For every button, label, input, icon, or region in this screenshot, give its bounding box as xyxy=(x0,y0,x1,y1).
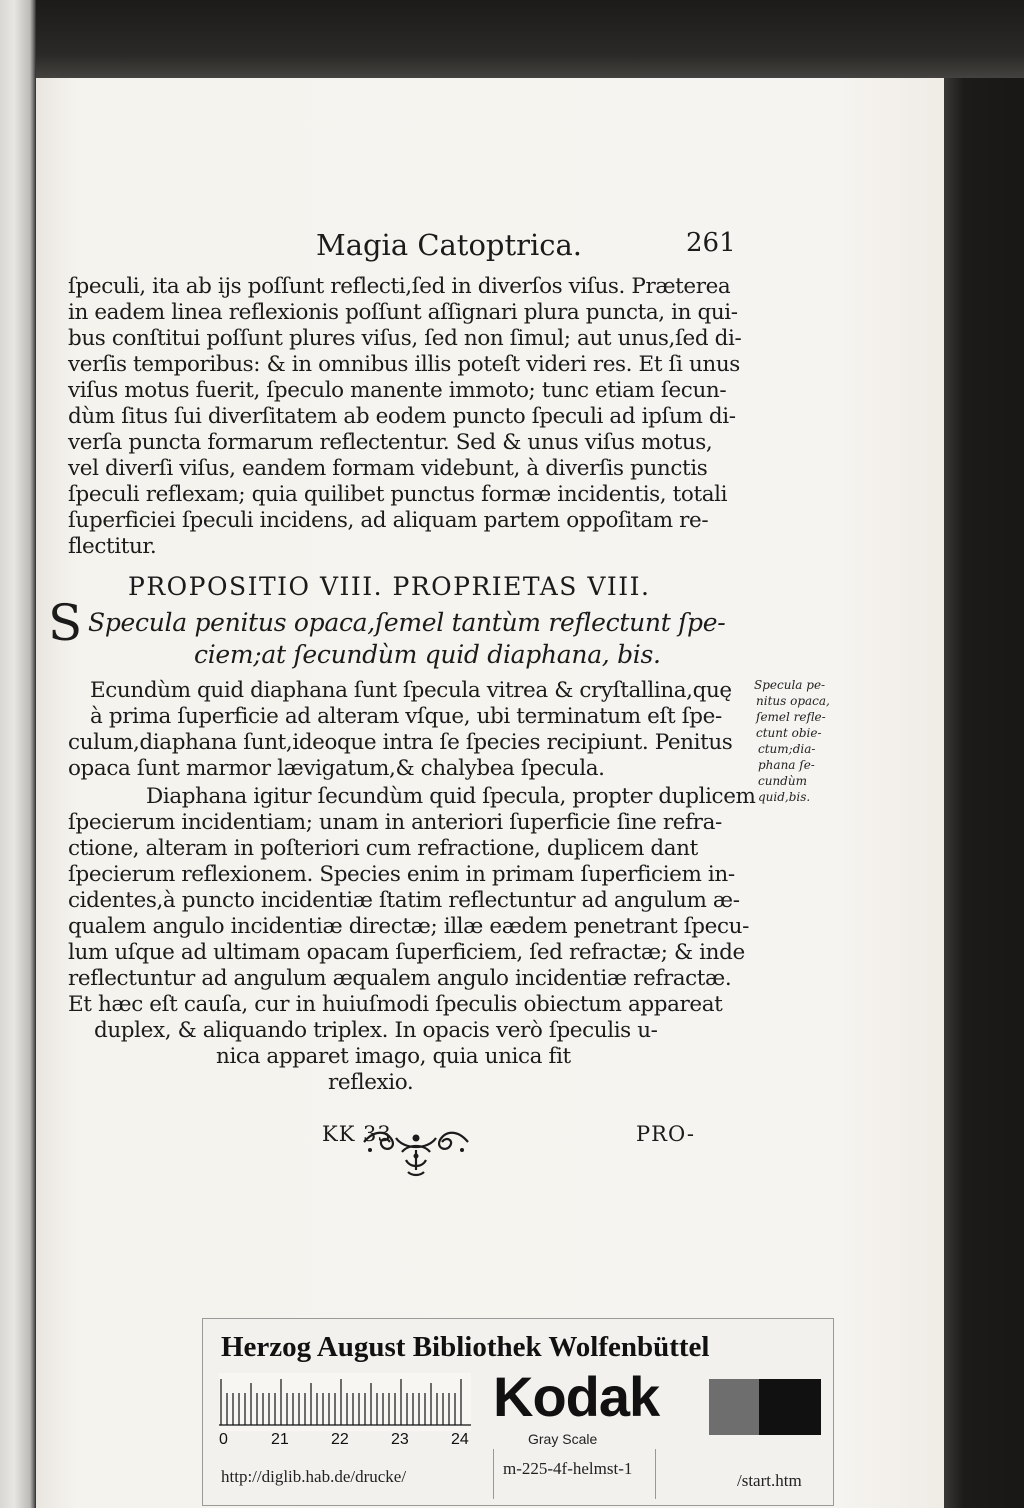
text-line: duplex, & aliquando triplex. In opacis verò ſpeculis u- xyxy=(94,1018,658,1043)
text-line: in eadem linea reflexionis poſſunt aſſignari plura puncta, in qui- xyxy=(68,300,738,325)
divider xyxy=(655,1449,656,1499)
text-line: reflectuntur ad angulum æqualem angulo incidentiæ refractæ. xyxy=(68,966,732,991)
text-line: reflexio. xyxy=(328,1070,414,1095)
text-line: cidentes,à puncto incidentiæ ſtatim reflectuntur ad angulum æ- xyxy=(68,888,740,913)
margin-note-line: quid,bis. xyxy=(758,790,811,804)
gray-scale-label: Gray Scale xyxy=(528,1431,598,1447)
margin-note-line: ſemel refle- xyxy=(756,710,826,724)
scan-right-margin xyxy=(944,78,1024,1508)
text-line: flectitur. xyxy=(68,534,157,559)
text-line: nica apparet imago, quia unica fit xyxy=(216,1044,571,1069)
margin-note-line: Specula pe- xyxy=(754,678,826,692)
ruler-scale xyxy=(219,1373,471,1431)
text-line: Et hæc eſt cauſa, cur in huiuſmodi ſpeculis obiectum appareat xyxy=(68,992,723,1017)
url-suffix: /start.htm xyxy=(737,1471,802,1490)
ruler-label: 22 xyxy=(331,1431,349,1448)
margin-note-line: ctunt obie- xyxy=(756,726,822,740)
text-line: vel diverſi viſus, eandem formam videbunt, à diverſis punctis xyxy=(68,456,708,481)
italic-statement-line: ciem;at ſecundùm quid diaphana, bis. xyxy=(194,640,661,669)
text-line: verſis temporibus: & in omnibus illis poteſt videri res. Et ſi unus xyxy=(68,352,740,377)
text-line: qualem angulo incidentiæ directæ; illæ eædem penetrant ſpecu- xyxy=(68,914,749,939)
scan-top-margin xyxy=(36,0,1024,78)
italic-statement-line: Specula penitus opaca,ſemel tantùm reflectunt ſpe- xyxy=(88,608,726,637)
black-swatch xyxy=(759,1379,821,1435)
text-line: viſus motus fuerit, ſpeculo manente immoto; tunc etiam ſecun- xyxy=(68,378,727,403)
ruler-label: 0 xyxy=(219,1431,228,1448)
gray-swatch xyxy=(709,1379,759,1435)
ruler-label: 24 xyxy=(451,1431,469,1448)
text-line: dùm ſitus ſui diverſitatem ab eodem puncto ſpeculi ad ipſum di- xyxy=(68,404,736,429)
proposition-heading: PROPOSITIO VIII. PROPRIETAS VIII. xyxy=(128,572,651,601)
url-base: http://diglib.hab.de/drucke/ xyxy=(221,1467,407,1486)
divider xyxy=(493,1449,494,1499)
running-head: Magia Catoptrica. xyxy=(316,228,583,262)
signature-mark: KK 33 xyxy=(322,1122,392,1146)
book-edge xyxy=(0,0,36,1508)
page-number: 261 xyxy=(686,228,736,258)
library-color-card xyxy=(202,1318,834,1506)
margin-note-line: phana ſe- xyxy=(758,758,815,772)
drop-cap: S xyxy=(48,594,83,652)
margin-note-line: cundùm xyxy=(758,774,807,788)
text-line: ſpeculi, ita ab ijs poſſunt reflecti,ſed in diverſos viſus. Præterea xyxy=(68,274,731,299)
text-line: ſpecierum incidentiam; unam in anteriori ſuperficie ſine refra- xyxy=(68,810,722,835)
item-identifier: m-225-4f-helmst-1 xyxy=(503,1459,633,1478)
margin-note-line: nitus opaca, xyxy=(756,694,830,708)
ruler-labels xyxy=(219,1431,479,1451)
text-line: ctione, alteram in poſteriori cum refractione, duplicem dant xyxy=(68,836,698,861)
text-line: culum,diaphana ſunt,ideoque intra ſe ſpecies recipiunt. Penitus xyxy=(68,730,733,755)
text-line: ſuperficiei ſpeculi incidens, ad aliquam partem oppoſitam re- xyxy=(68,508,709,533)
text-line: ſpeculi reflexam; quia quilibet punctus formæ incidentis, totali xyxy=(68,482,728,507)
book-page xyxy=(36,78,944,1508)
text-line: bus conſtitui poſſunt plures viſus, ſed non ſimul; aut unus,ſed di- xyxy=(68,326,742,351)
text-line: Ecundùm quid diaphana ſunt ſpecula vitrea & cryſtallina,quę xyxy=(90,678,732,703)
kodak-logo: Kodak xyxy=(493,1365,660,1428)
text-line: ſpecierum reflexionem. Species enim in primam ſuperficiem in- xyxy=(68,862,735,887)
text-line: à prima ſuperficie ad alteram vſque, ubi terminatum eſt ſpe- xyxy=(90,704,722,729)
text-line: verſa puncta formarum reflectentur. Sed & unus viſus motus, xyxy=(68,430,713,455)
text-line: opaca ſunt marmor lævigatum,& chalybea ſpecula. xyxy=(68,756,605,781)
ruler-label: 21 xyxy=(271,1431,289,1448)
margin-note-line: ctum;dia- xyxy=(758,742,816,756)
text-line: Diaphana igitur ſecundùm quid ſpecula, propter duplicem xyxy=(146,784,756,809)
catchword: PRO- xyxy=(636,1122,696,1146)
ruler-label: 23 xyxy=(391,1431,409,1448)
library-name: Herzog August Bibliothek Wolfenbüttel xyxy=(221,1331,710,1363)
text-line: lum uſque ad ultimam opacam ſuperficiem, ſed refractæ; & inde xyxy=(68,940,745,965)
